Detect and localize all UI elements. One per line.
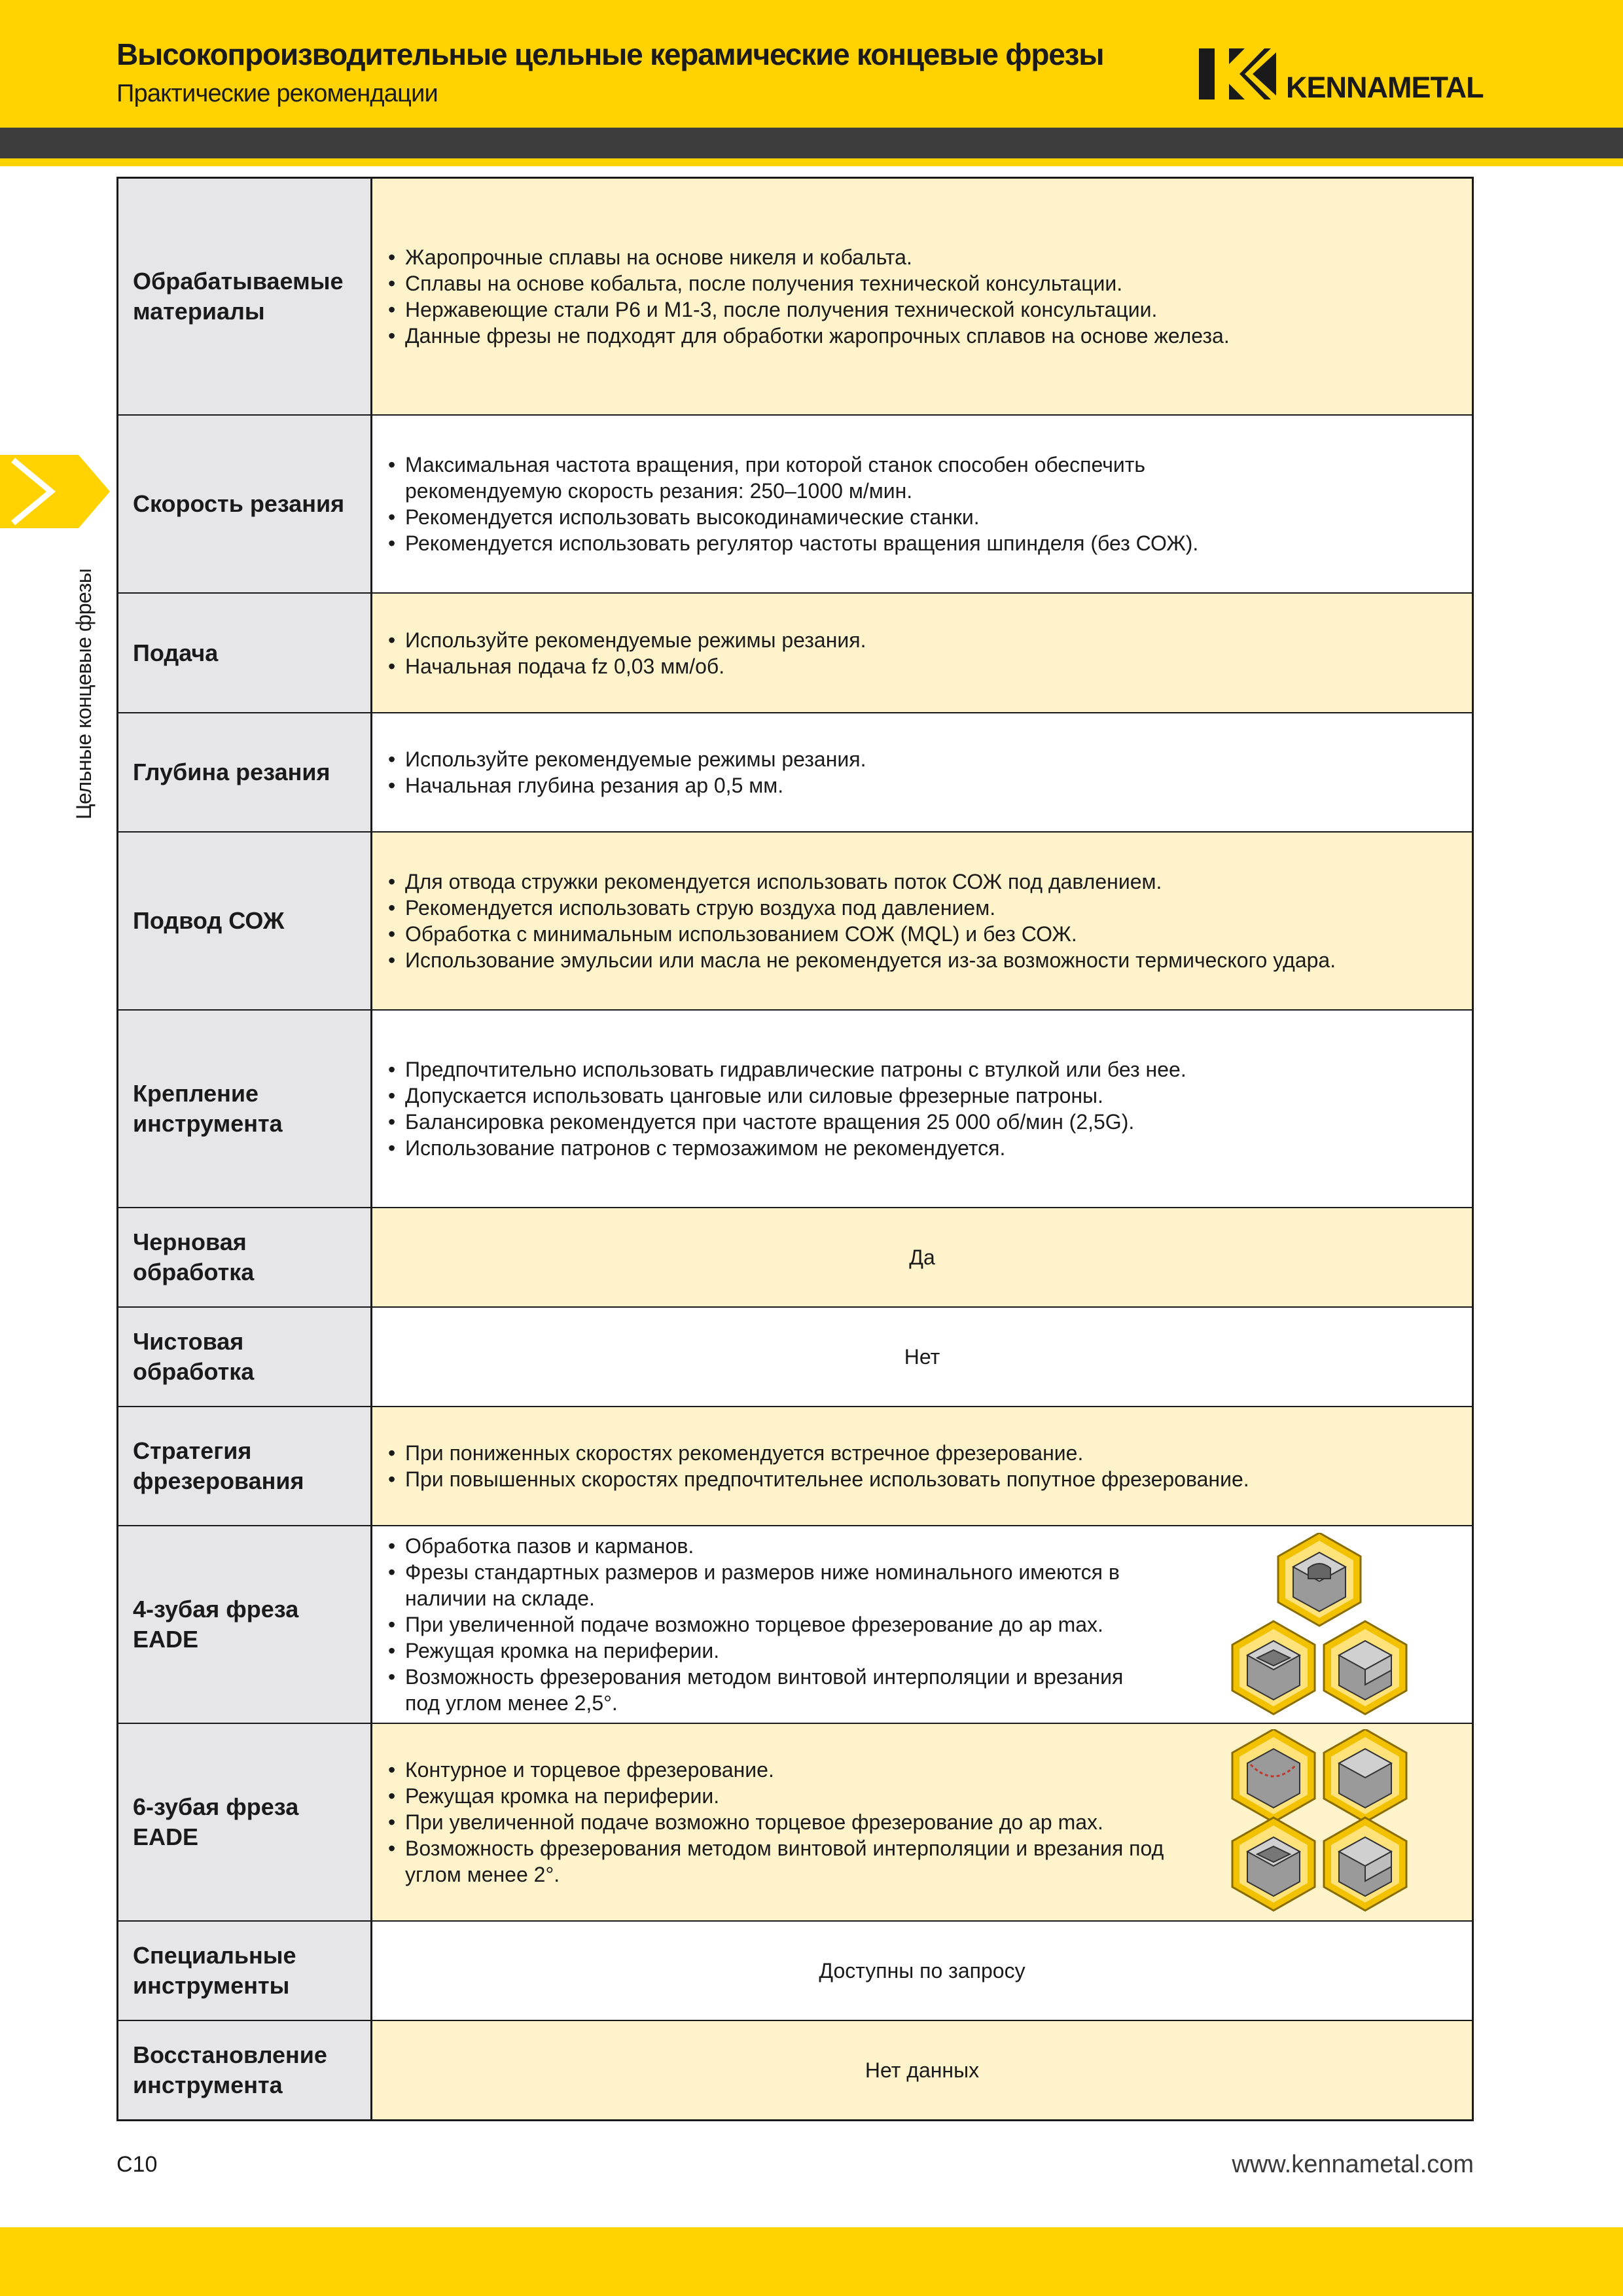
table-row <box>118 416 1472 594</box>
shoulder-milling-icon <box>1324 1818 1406 1910</box>
row-content <box>372 1407 1472 1525</box>
list-item: • Жаропрочные сплавы на основе никеля и кобальта. <box>388 244 1230 270</box>
kennametal-k-logo-icon <box>1199 48 1284 99</box>
row-label: Восстановление инструмента <box>118 2021 372 2119</box>
list-item: • Рекомендуется использовать регулятор частоты вращения шпинделя (без СОЖ). <box>388 530 1239 556</box>
table-row <box>118 1724 1472 1922</box>
row-content <box>372 2021 1472 2119</box>
kennametal-logo <box>1199 48 1484 105</box>
row-label: Чистовая обработка <box>118 1308 372 1406</box>
row-label: Стратегия фрезерования <box>118 1407 372 1525</box>
row-value: Нет <box>904 1344 940 1369</box>
row-value: Нет данных <box>865 2058 980 2082</box>
row-value: Да <box>909 1245 935 1269</box>
recommendations-table <box>116 177 1474 2121</box>
table-row <box>118 179 1472 416</box>
milling-operation-icons <box>1224 1533 1414 1716</box>
row-content <box>372 833 1472 1009</box>
list-item: • Для отвода стружки рекомендуется использовать поток СОЖ под давлением. <box>388 869 1336 895</box>
row-content <box>372 1011 1472 1207</box>
slot-milling-icon <box>1278 1533 1361 1626</box>
shoulder-milling-icon <box>1324 1621 1406 1714</box>
row-content <box>372 1526 1472 1723</box>
face-milling-icon <box>1324 1729 1406 1822</box>
table-row <box>118 1526 1472 1724</box>
list-item: • Возможность фрезерования методом винтовой интерполяции и врезания под углом менее 2°. <box>388 1835 1200 1888</box>
list-item: • Контурное и торцевое фрезерование. <box>388 1757 1200 1783</box>
pocket-milling-icon <box>1232 1818 1315 1910</box>
list-item: • Режущая кромка на периферии. <box>388 1783 1200 1809</box>
row-value: Доступны по запросу <box>819 1958 1026 1982</box>
table-row <box>118 594 1472 713</box>
table-row <box>118 1922 1472 2021</box>
row-content <box>372 1208 1472 1306</box>
list-item: • Рекомендуется использовать высокодинамические станки. <box>388 504 1239 530</box>
pocket-milling-icon <box>1232 1621 1315 1714</box>
row-label: Глубина резания <box>118 713 372 831</box>
row-content <box>372 1922 1472 2020</box>
list-item: • Начальная глубина резания ap 0,5 мм. <box>388 772 866 798</box>
list-item: • Начальная подача fz 0,03 мм/об. <box>388 653 866 679</box>
list-item: • Сплавы на основе кобальта, после получения технической консультации. <box>388 270 1230 296</box>
row-label: Подача <box>118 594 372 712</box>
list-item: • При увеличенной подаче возможно торцевое фрезерование до ap max. <box>388 1809 1200 1835</box>
table-row <box>118 1208 1472 1308</box>
contour-milling-icon <box>1232 1729 1315 1822</box>
list-item: • Возможность фрезерования методом винтовой интерполяции и врезания под углом менее 2,5°. <box>388 1664 1147 1716</box>
list-item: • Нержавеющие стали Р6 и М1-3, после получения технической консультации. <box>388 296 1230 323</box>
list-item: • Использование эмульсии или масла не рекомендуется из-за возможности термического удара. <box>388 947 1336 973</box>
row-label: 4-зубая фреза EADE <box>118 1526 372 1723</box>
table-row <box>118 2021 1472 2119</box>
row-label: Скорость резания <box>118 416 372 592</box>
row-label: 6-зубая фреза EADE <box>118 1724 372 1920</box>
table-row <box>118 713 1472 833</box>
table-row <box>118 1308 1472 1407</box>
list-item: • Обработка пазов и карманов. <box>388 1533 1147 1559</box>
header-dark-band <box>0 128 1623 158</box>
page-subtitle: Практические рекомендации <box>116 80 438 107</box>
table-row <box>118 1407 1472 1526</box>
list-item: • Балансировка рекомендуется при частоте вращения 25 000 об/мин (2,5G). <box>388 1109 1186 1135</box>
chevron-right-icon <box>0 455 111 528</box>
header-yellow-stripe <box>0 158 1623 166</box>
row-content <box>372 179 1472 414</box>
page-number: C10 <box>116 2152 158 2177</box>
row-content <box>372 594 1472 712</box>
page-title: Высокопроизводительные цельные керамические концевые фрезы <box>116 37 1104 71</box>
contour-milling-icons <box>1224 1729 1414 1912</box>
list-item: • Данные фрезы не подходят для обработки жаропрочных сплавов на основе железа. <box>388 323 1230 349</box>
list-item: • Используйте рекомендуемые режимы резания. <box>388 746 866 772</box>
list-item: • При увеличенной подаче возможно торцевое фрезерование до ap max. <box>388 1611 1147 1638</box>
row-label: Специальные инструменты <box>118 1922 372 2020</box>
list-item: • Рекомендуется использовать струю воздуха под давлением. <box>388 895 1336 921</box>
row-content <box>372 1724 1472 1920</box>
table-row <box>118 1011 1472 1208</box>
website-link[interactable]: www.kennametal.com <box>1232 2151 1474 2178</box>
side-tab-label: Цельные концевые фрезы <box>72 568 96 819</box>
row-content <box>372 1308 1472 1406</box>
row-label: Обрабатываемые материалы <box>118 179 372 414</box>
list-item: • Допускается использовать цанговые или силовые фрезерные патроны. <box>388 1083 1186 1109</box>
side-tab-arrow <box>0 455 111 531</box>
row-label: Подвод СОЖ <box>118 833 372 1009</box>
table-row <box>118 833 1472 1011</box>
row-label: Черновая обработка <box>118 1208 372 1306</box>
list-item: • При пониженных скоростях рекомендуется встречное фрезерование. <box>388 1440 1249 1466</box>
row-label: Крепление инструмента <box>118 1011 372 1207</box>
list-item: • При повышенных скоростях предпочтительнее использовать попутное фрезерование. <box>388 1466 1249 1492</box>
footer-bar <box>0 2227 1623 2296</box>
list-item: • Максимальная частота вращения, при которой станок способен обеспечить рекомендуемую скорость резания: 250–1000 м/мин. <box>388 452 1239 504</box>
list-item: • Используйте рекомендуемые режимы резания. <box>388 627 866 653</box>
list-item: • Режущая кромка на периферии. <box>388 1638 1147 1664</box>
row-content <box>372 713 1472 831</box>
list-item: • Обработка с минимальным использованием СОЖ (MQL) и без СОЖ. <box>388 921 1336 947</box>
row-content <box>372 416 1472 592</box>
list-item: • Использование патронов с термозажимом не рекомендуется. <box>388 1135 1186 1161</box>
kennametal-wordmark: KENNAMETAL <box>1286 71 1484 104</box>
list-item: • Предпочтительно использовать гидравлические патроны с втулкой или без нее. <box>388 1056 1186 1083</box>
list-item: • Фрезы стандартных размеров и размеров ниже номинального имеются в наличии на складе. <box>388 1559 1147 1611</box>
